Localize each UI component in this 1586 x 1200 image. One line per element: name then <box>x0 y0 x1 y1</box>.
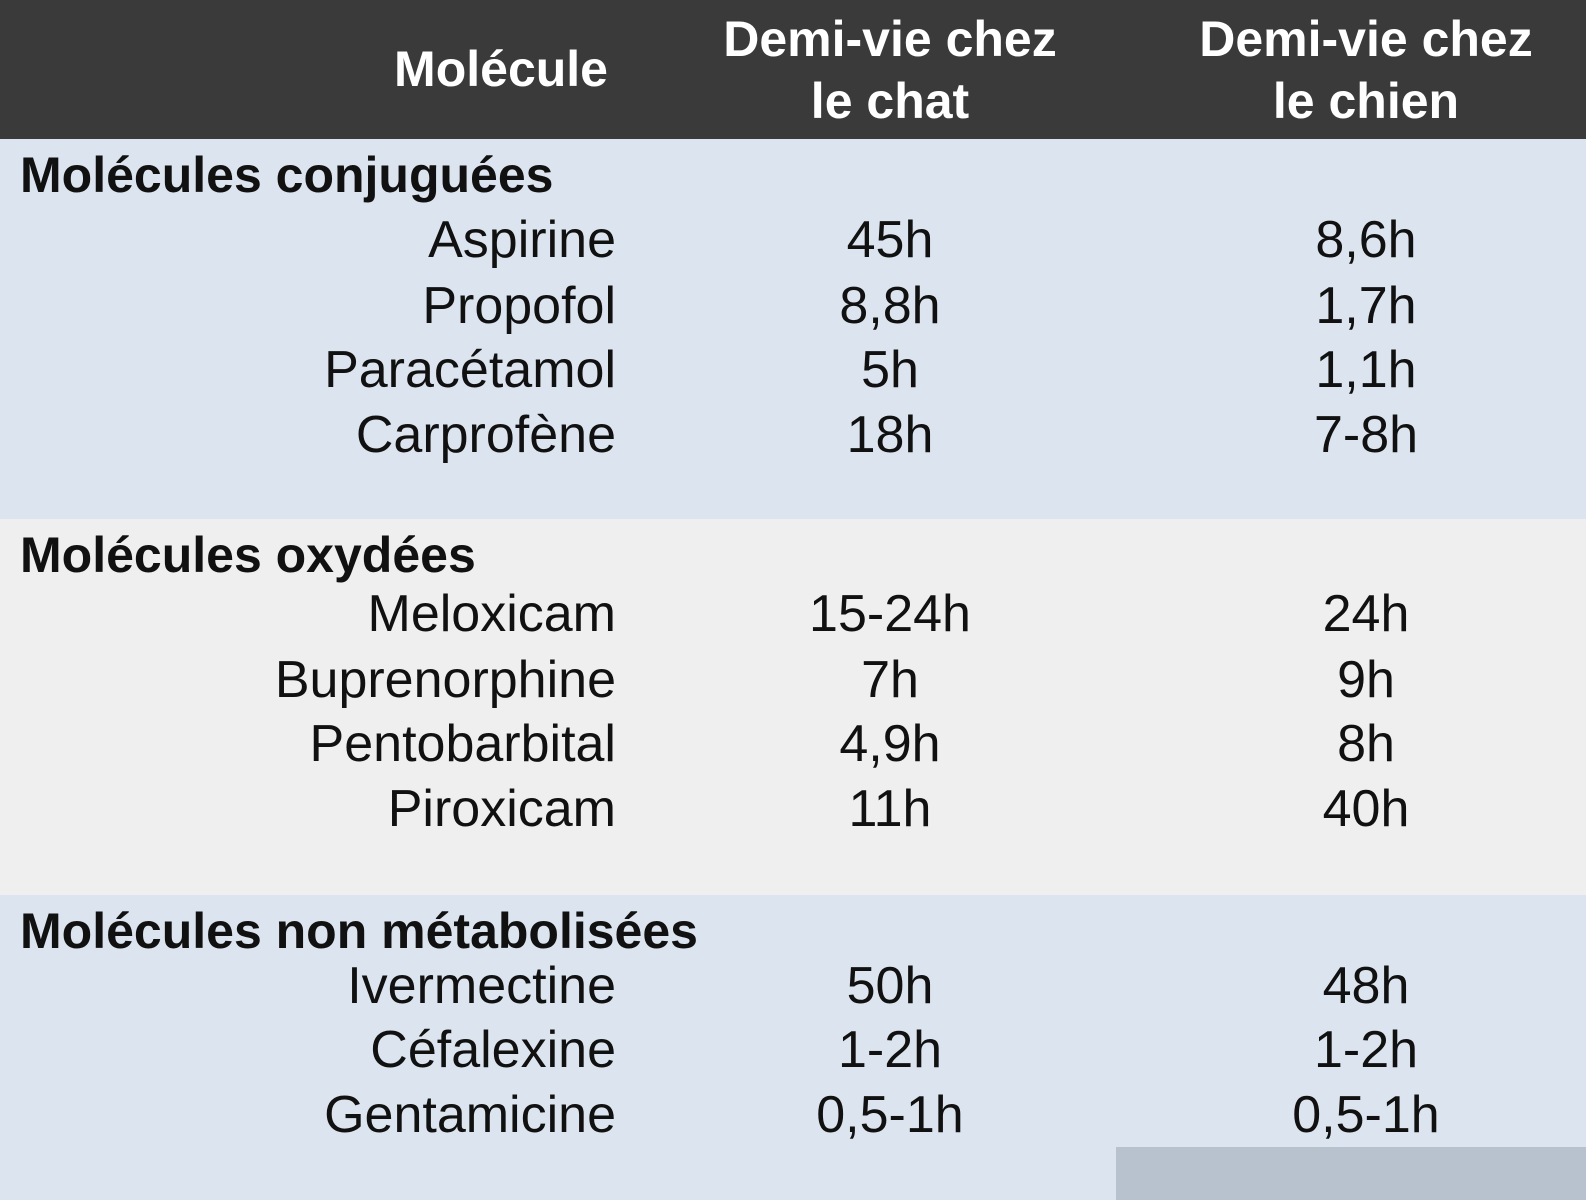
cat-half-life: 8,8h <box>839 277 941 335</box>
molecule-name: Carprofène <box>355 406 616 464</box>
cat-half-life: 11h <box>848 780 932 838</box>
molecule-name: Buprenorphine <box>274 651 616 709</box>
table-row <box>0 953 1586 1019</box>
table-header <box>0 0 1586 139</box>
table-row <box>0 207 1586 273</box>
section-title: Molécules non métabolisées <box>20 903 698 959</box>
dog-half-life: 8,6h <box>1315 211 1417 269</box>
dog-half-life: 48h <box>1322 957 1410 1015</box>
cat-half-life: 15-24h <box>809 585 971 643</box>
table-row <box>0 711 1586 777</box>
molecule-name: Paracétamol <box>324 341 616 399</box>
cat-half-life: 7h <box>861 651 919 709</box>
table-row <box>0 1082 1586 1148</box>
molecule-name: Aspirine <box>428 211 616 269</box>
header-half-life-cat <box>640 8 1140 132</box>
dog-half-life: 0,5-1h <box>1292 1086 1440 1144</box>
table-row <box>0 1017 1586 1083</box>
cat-half-life: 4,9h <box>839 715 941 773</box>
section-oxidized <box>0 519 1586 895</box>
dog-half-life: 1,7h <box>1315 277 1417 335</box>
section-title: Molécules conjuguées <box>20 147 554 203</box>
molecule-name: Propofol <box>422 277 616 335</box>
cat-half-life: 1-2h <box>837 1021 943 1079</box>
cat-half-life: 45h <box>846 211 934 269</box>
dog-half-life: 7-8h <box>1313 406 1419 464</box>
dog-half-life: 8h <box>1337 715 1395 773</box>
table-row <box>0 337 1586 403</box>
header-dog-line-1: Demi-vie chez <box>1199 11 1533 67</box>
section-conjugated <box>0 139 1586 519</box>
molecule-name: Piroxicam <box>387 780 616 838</box>
header-molecule: Molécule <box>394 41 608 97</box>
molecule-name: Céfalexine <box>370 1021 616 1079</box>
molecule-name: Pentobarbital <box>309 715 616 773</box>
cat-half-life: 0,5-1h <box>816 1086 964 1144</box>
dog-half-life: 1,1h <box>1315 341 1417 399</box>
dog-half-life: 1-2h <box>1313 1021 1419 1079</box>
table-row <box>0 402 1586 468</box>
table-row <box>0 581 1586 647</box>
table-row <box>0 776 1586 842</box>
table-row <box>0 273 1586 339</box>
dog-half-life: 9h <box>1337 651 1395 709</box>
dog-half-life: 24h <box>1322 585 1410 643</box>
header-cat-line-1: Demi-vie chez <box>723 11 1057 67</box>
header-half-life-dog <box>1116 8 1586 132</box>
header-dog-line-2: le chien <box>1272 73 1460 129</box>
molecule-name: Gentamicine <box>324 1086 616 1144</box>
header-cat-line-2: le chat <box>810 73 970 129</box>
molecule-name: Ivermectine <box>347 957 616 1015</box>
table-row <box>0 647 1586 713</box>
decorative-corner-block <box>1116 1147 1586 1200</box>
cat-half-life: 5h <box>861 341 919 399</box>
molecule-name: Meloxicam <box>367 585 616 643</box>
section-title: Molécules oxydées <box>20 527 476 583</box>
cat-half-life: 18h <box>846 406 934 464</box>
dog-half-life: 40h <box>1322 780 1410 838</box>
cat-half-life: 50h <box>846 957 934 1015</box>
